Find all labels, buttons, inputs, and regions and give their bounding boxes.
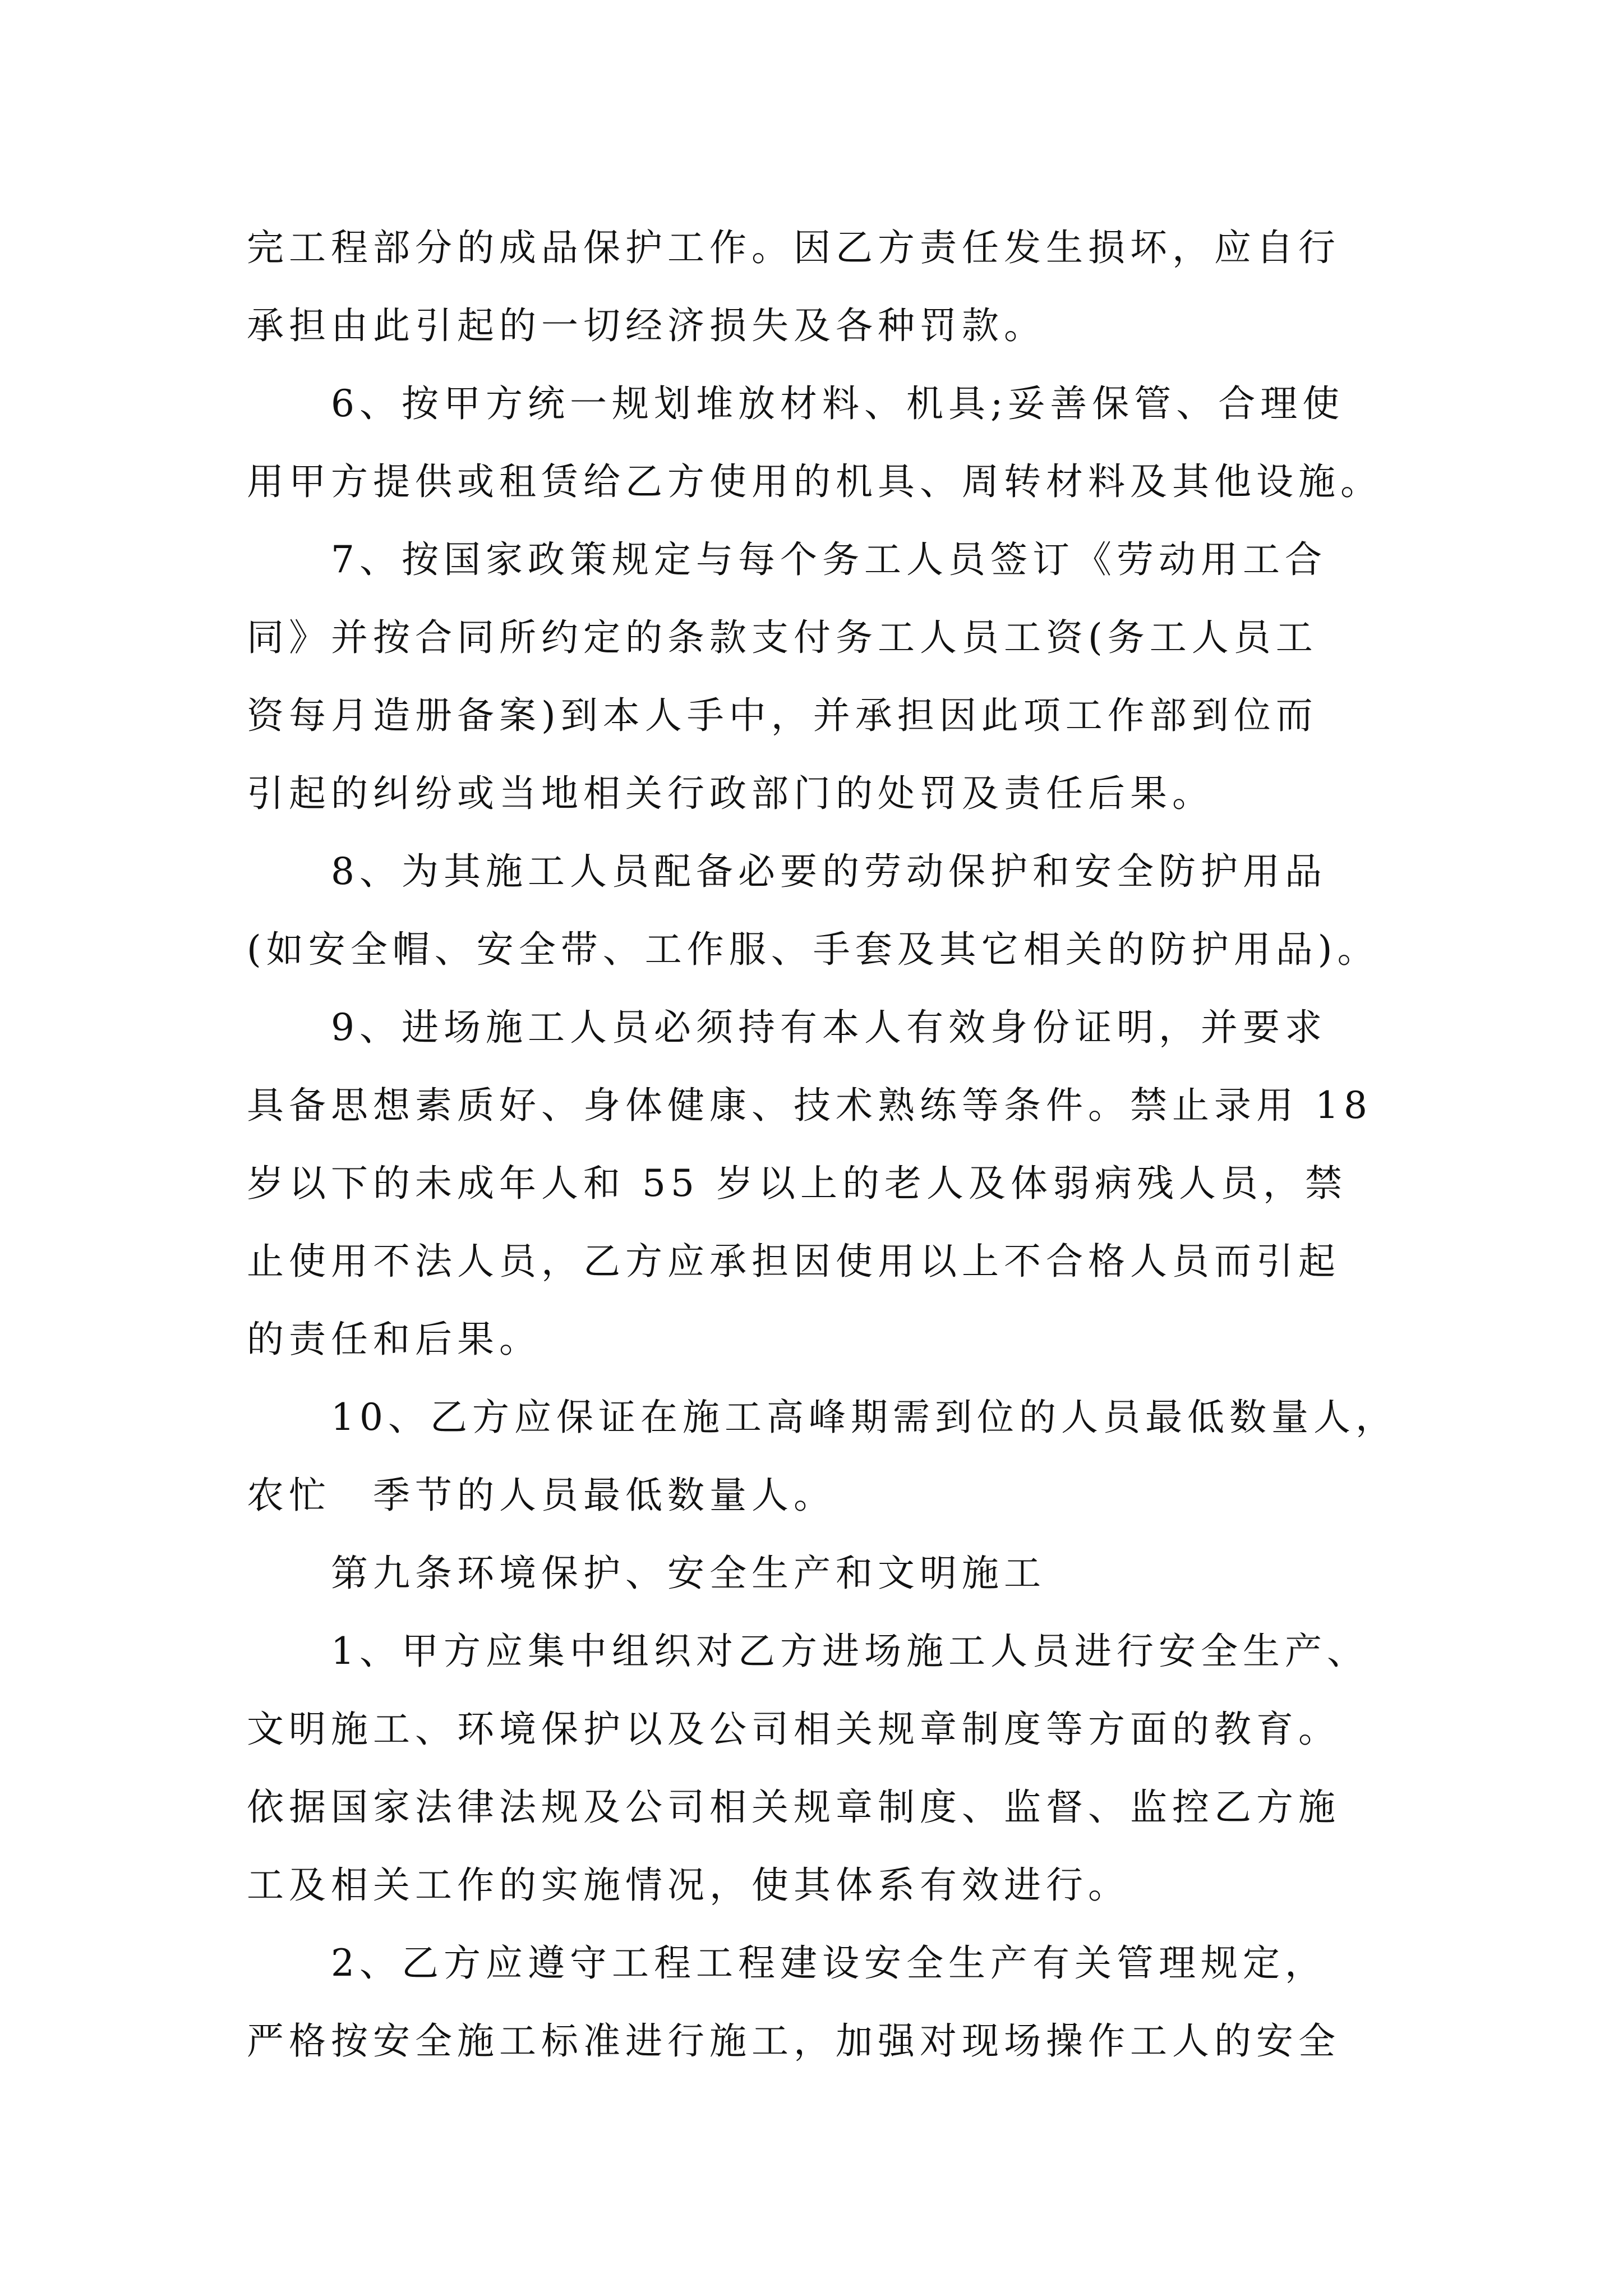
text-line: 具备思想素质好、身体健康、技术熟练等条件。禁止录用 18: [247, 1084, 1372, 1127]
text-line: 资每月造册备案)到本人手中，并承担因此项工作部到位而: [247, 694, 1318, 737]
text-line: 承担由此引起的一切经济损失及各种罚款。: [247, 304, 1046, 347]
text-line: (如安全帽、安全带、工作服、手套及其它相关的防护用品)。: [247, 928, 1380, 971]
text-line: 岁以下的未成年人和 55 岁以上的老人及体弱病残人员，禁: [247, 1162, 1347, 1205]
text-line: 8、为其施工人员配备必要的劳动保护和安全防护用品: [247, 850, 1327, 893]
section-heading: 第九条环境保护、安全生产和文明施工: [247, 1552, 1046, 1595]
text-line: 7、按国家政策规定与每个务工人员签订《劳动用工合: [247, 538, 1327, 581]
text-line: 9、进场施工人员必须持有本人有效身份证明，并要求: [247, 1006, 1327, 1049]
text-line: 10、乙方应保证在施工高峰期需到位的人员最低数量人，: [247, 1396, 1398, 1439]
text-line: 引起的纠纷或当地相关行政部门的处罚及责任后果。: [247, 772, 1214, 815]
document-body: [247, 209, 1396, 2080]
text-line: 1、甲方应集中组织对乙方进场施工人员进行安全生产、: [247, 1630, 1369, 1673]
text-line: 严格按安全施工标准进行施工，加强对现场操作工人的安全: [247, 2019, 1340, 2063]
text-line: 同》并按合同所约定的条款支付务工人员工资(务工人员工: [247, 616, 1318, 659]
text-line: 用甲方提供或租赁给乙方使用的机具、周转材料及其他设施。: [247, 460, 1382, 503]
text-line: 农忙 季节的人员最低数量人。: [247, 1474, 836, 1517]
text-line: 止使用不法人员，乙方应承担因使用以上不合格人员而引起: [247, 1240, 1340, 1283]
text-line: 依据国家法律法规及公司相关规章制度、监督、监控乙方施: [247, 1786, 1340, 1829]
text-line: 完工程部分的成品保护工作。因乙方责任发生损坏，应自行: [247, 226, 1340, 269]
text-line: 6、按甲方统一规划堆放材料、机具;妥善保管、合理使: [247, 382, 1345, 425]
text-line: 工及相关工作的实施情况，使其体系有效进行。: [247, 1864, 1130, 1907]
text-line: 文明施工、环境保护以及公司相关规章制度等方面的教育。: [247, 1708, 1340, 1751]
text-line: 2、乙方应遵守工程工程建设安全生产有关管理规定，: [247, 1941, 1327, 1985]
text-line: 的责任和后果。: [247, 1318, 541, 1361]
